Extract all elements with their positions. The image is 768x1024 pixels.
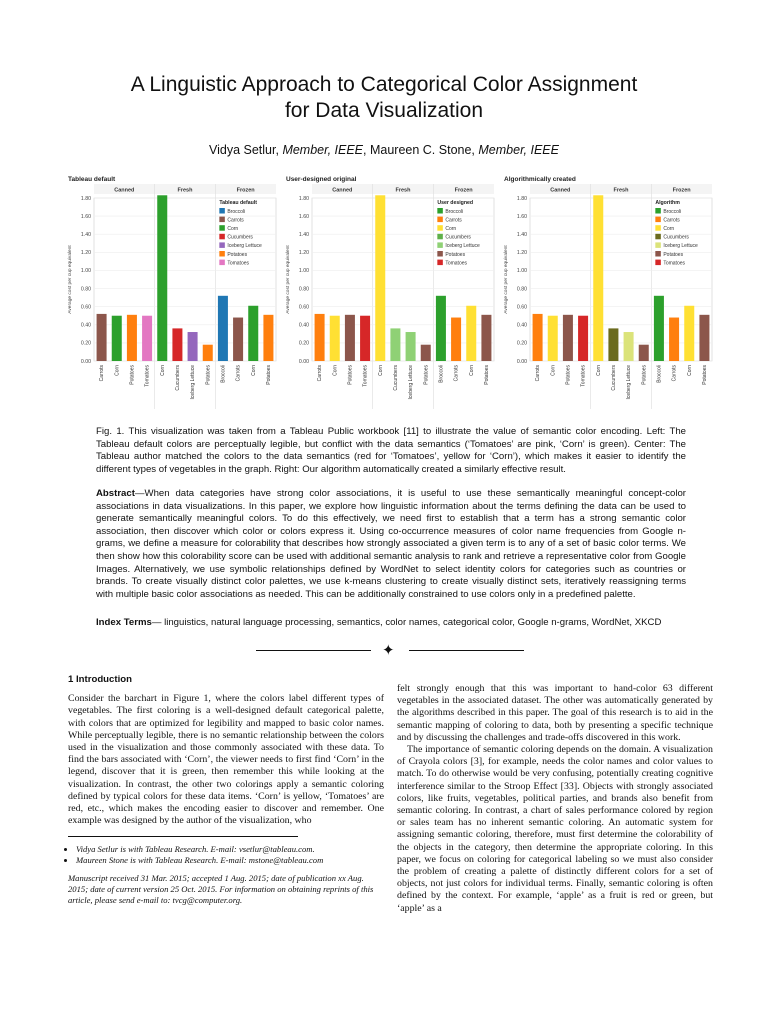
bar-corn [112, 316, 122, 361]
legend-swatch [655, 242, 661, 248]
x-tick-label: Potatoes [205, 365, 212, 385]
left-column [68, 674, 384, 906]
bar-carrots [233, 318, 243, 361]
legend-label: Broccoli [663, 208, 682, 215]
y-tick-label: 0.80 [80, 286, 91, 293]
bar-broccoli [436, 296, 446, 361]
section-heading: 1 Introduction [68, 674, 132, 685]
bar-tomatoes [142, 316, 152, 361]
x-tick-label: Potatoes [129, 365, 136, 385]
bar-iceberg-lettuce [188, 332, 198, 361]
legend-swatch [219, 225, 225, 231]
x-tick-label: Carrots [453, 365, 460, 382]
chart-panel-2 [285, 176, 494, 409]
x-tick-label: Broccoli [220, 365, 227, 383]
y-tick-label: 1.00 [516, 268, 527, 275]
footnotes [68, 844, 384, 906]
bar-potatoes [699, 315, 709, 361]
bar-potatoes [563, 315, 573, 361]
legend-swatch [219, 208, 225, 214]
figure-caption: Fig. 1. This visualization was taken from a Tableau Public workbook [11] to illustrate the value of semantic color encoding. Left: The Tableau default colors are perceptually legible, but conflict with the data semantics (‘Tomatoes’ are pink, ‘Corn’ is green). Center: The Tableau author matched the colors to the data semantics (red for ‘Tomatoes’, yellow for ‘Corn’), which makes it easier to identify the different types of vegetables in the graph. Right: Our algorithm automatically created a similarly effective result. [96, 426, 686, 475]
chart-panel-3 [503, 176, 712, 409]
y-tick-label: 1.20 [80, 250, 91, 257]
x-tick-label: Potatoes [702, 365, 709, 385]
y-tick-label: 0.60 [80, 304, 91, 311]
group-header: Fresh [395, 187, 411, 194]
footnote-rule [68, 836, 298, 837]
x-tick-label: Carrots [235, 365, 242, 382]
group-header: Frozen [672, 187, 691, 194]
author-1-role: Member, IEEE [282, 143, 364, 157]
right-column [397, 683, 713, 915]
legend-label: Corn [445, 226, 457, 232]
legend-swatch [655, 208, 661, 214]
index-terms-label: Index Terms [96, 617, 152, 628]
y-axis-label: Average cost per cup equivalent [68, 245, 73, 314]
x-tick-label: Corn [377, 365, 384, 376]
y-axis-label: Average cost per cup equivalent [286, 245, 291, 314]
x-tick-label: Tomatoes [580, 365, 587, 387]
bar-carrots [533, 314, 543, 361]
legend-swatch [437, 234, 443, 240]
x-tick-label: Corn [332, 365, 339, 376]
bar-cucumbers [608, 328, 618, 361]
y-tick-label: 1.80 [516, 195, 527, 202]
x-tick-label: Tomatoes [144, 365, 151, 387]
bar-carrots [97, 314, 107, 361]
legend-swatch [219, 260, 225, 266]
y-tick-label: 0.80 [516, 286, 527, 293]
bar-cucumbers [172, 328, 182, 361]
legend-title: Algorithm [655, 200, 680, 206]
x-tick-label: Carrots [535, 365, 542, 382]
group-header: Fresh [177, 187, 193, 194]
section-separator [256, 641, 524, 659]
legend-swatch [437, 242, 443, 248]
y-tick-label: 0.20 [516, 340, 527, 347]
legend-swatch [437, 208, 443, 214]
group-header: Canned [550, 187, 571, 194]
bar-cucumbers [390, 328, 400, 361]
x-tick-label: Tomatoes [362, 365, 369, 387]
author-line [0, 143, 768, 157]
group-header: Canned [332, 187, 353, 194]
legend-label: Carrots [227, 217, 244, 224]
legend-label: Tomatoes [663, 260, 686, 267]
right-paragraph-1: felt strongly enough that this was important to hand-color 63 different vegetables in the associated dataset. The other was automatically generated by the algorithms described in this paper. The goal of this research is to aid in the semantic mapping of coloring to data, both by presenting a specific technique and by discussing the challenges and trade-offs discovered in this work. [397, 683, 713, 743]
legend-swatch [655, 217, 661, 223]
legend-swatch [437, 217, 443, 223]
manuscript-note: Manuscript received 31 Mar. 2015; accepted 1 Aug. 2015; date of publication xx Aug. 2015; date of current version 25 Oct. 2015. For information on obtaining reprints of this article, please send e-mail to: tvcg@computer.org. [68, 873, 374, 906]
bar-corn [466, 306, 476, 361]
x-tick-label: Corn [250, 365, 257, 376]
bar-potatoes [639, 345, 649, 361]
x-tick-label: Corn [550, 365, 557, 376]
legend-swatch [219, 251, 225, 257]
legend-label: Carrots [445, 217, 462, 224]
y-tick-label: 0.60 [516, 304, 527, 311]
bar-iceberg-lettuce [624, 332, 634, 361]
legend-title: Tableau default [219, 200, 258, 206]
x-tick-label: Cucumbers [393, 365, 400, 391]
y-tick-label: 1.20 [516, 250, 527, 257]
legend-label: Iceberg Lettuce [227, 243, 262, 250]
figure-1-charts [64, 170, 714, 410]
legend-label: Potatoes [663, 251, 684, 258]
legend-label: Tomatoes [227, 260, 250, 267]
group-header: Canned [114, 187, 135, 194]
x-tick-label: Potatoes [347, 365, 354, 385]
x-tick-label: Corn [595, 365, 602, 376]
chart-title: User-designed original [286, 176, 357, 183]
y-tick-label: 1.60 [298, 213, 309, 220]
chart-title: Algorithmically created [504, 176, 576, 183]
legend-title: User designed [437, 200, 474, 206]
x-tick-label: Cucumbers [175, 365, 182, 391]
y-tick-label: 0.00 [298, 358, 309, 365]
legend-label: Potatoes [445, 251, 466, 258]
legend-label: Iceberg Lettuce [663, 243, 698, 250]
legend-label: Cucumbers [445, 234, 471, 241]
author-2-role: Member, IEEE [478, 143, 559, 157]
separator-line-right [409, 650, 524, 651]
bar-potatoes [421, 345, 431, 361]
legend-swatch [655, 251, 661, 257]
bar-corn [684, 306, 694, 361]
legend-label: Broccoli [445, 208, 464, 215]
author-1: Vidya Setlur, [209, 143, 279, 157]
x-tick-label: Corn [114, 365, 121, 376]
bar-carrots [669, 318, 679, 361]
x-tick-label: Corn [159, 365, 166, 376]
x-tick-label: Potatoes [484, 365, 491, 385]
bar-corn [548, 316, 558, 361]
legend-swatch [437, 225, 443, 231]
bar-iceberg-lettuce [406, 332, 416, 361]
footnote-2: • Maureen Stone is with Tableau Research. E-mail: mstone@tableau.com [76, 855, 384, 866]
y-tick-label: 0.40 [516, 322, 527, 329]
bar-potatoes [481, 315, 491, 361]
legend-label: Iceberg Lettuce [445, 243, 480, 250]
x-tick-label: Broccoli [438, 365, 445, 383]
x-tick-label: Corn [686, 365, 693, 376]
legend-swatch [437, 251, 443, 257]
footnote-1: • Vidya Setlur is with Tableau Research. E-mail: vsetlur@tableau.com. [76, 844, 384, 855]
x-tick-label: Iceberg Lettuce [190, 365, 197, 400]
group-header: Fresh [613, 187, 629, 194]
legend-label: Potatoes [227, 251, 248, 258]
y-tick-label: 1.00 [80, 268, 91, 275]
x-tick-label: Corn [468, 365, 475, 376]
author-2: , Maureen C. Stone, [363, 143, 475, 157]
bar-corn [593, 195, 603, 361]
bar-corn [248, 306, 258, 361]
legend-swatch [219, 242, 225, 248]
group-header: Frozen [236, 187, 255, 194]
bar-broccoli [654, 296, 664, 361]
bar-broccoli [218, 296, 228, 361]
y-tick-label: 0.20 [80, 340, 91, 347]
x-tick-label: Broccoli [656, 365, 663, 383]
separator-glyph: ✦ [382, 641, 395, 659]
legend-label: Corn [663, 226, 675, 232]
legend-swatch [219, 234, 225, 240]
bar-potatoes [345, 315, 355, 361]
intro-paragraph: Consider the barchart in Figure 1, where the colors label different types of vegetables. The first coloring is a well-designed default categorical palette, with colors that are optimized for legibility and mapped to basic color names. While perceptually legible, there is no semantic relationship between the colors used in the visualization and those commonly associated with these data. To find the bars associated with ‘Corn’, the viewer needs to first find ‘Corn’ in the legend, discover that it is green, then remember this while looking at the visualization. In contrast, the other two colorings apply a semantic coloring defined by typical colors for these data items. ‘Corn’ is yellow, ‘Tomatoes’ are red, etc., which makes the encoding easier to discover and remember. One example was designed by the author of the visualization, who [68, 693, 384, 827]
bar-carrots [315, 314, 325, 361]
title-line-2: for Data Visualization [284, 99, 484, 122]
bar-carrots [451, 318, 461, 361]
legend-label: Tomatoes [445, 260, 468, 267]
paper-title [0, 72, 768, 124]
chart-title: Tableau default [68, 176, 116, 183]
y-tick-label: 1.40 [80, 232, 91, 239]
bar-tomatoes [578, 316, 588, 361]
y-tick-label: 1.60 [516, 213, 527, 220]
legend-swatch [219, 217, 225, 223]
legend-label: Carrots [663, 217, 680, 224]
y-axis-label: Average cost per cup equivalent [504, 245, 509, 314]
chart-panel-1 [67, 176, 276, 409]
y-tick-label: 1.80 [298, 195, 309, 202]
abstract [96, 488, 686, 601]
x-tick-label: Carrots [317, 365, 324, 382]
bar-corn [157, 195, 167, 361]
legend-label: Corn [227, 226, 239, 232]
x-tick-label: Cucumbers [611, 365, 618, 391]
y-tick-label: 0.00 [80, 358, 91, 365]
y-tick-label: 1.00 [298, 268, 309, 275]
bar-potatoes [127, 315, 137, 361]
y-tick-label: 0.00 [516, 358, 527, 365]
abstract-label: Abstract [96, 488, 135, 499]
y-tick-label: 0.20 [298, 340, 309, 347]
y-tick-label: 0.40 [80, 322, 91, 329]
x-tick-label: Potatoes [266, 365, 273, 385]
legend-swatch [437, 260, 443, 266]
y-tick-label: 0.80 [298, 286, 309, 293]
legend-swatch [655, 260, 661, 266]
group-header: Frozen [454, 187, 473, 194]
y-tick-label: 1.40 [516, 232, 527, 239]
legend-label: Broccoli [227, 208, 246, 215]
x-tick-label: Iceberg Lettuce [408, 365, 415, 400]
x-tick-label: Potatoes [423, 365, 430, 385]
x-tick-label: Carrots [99, 365, 106, 382]
y-tick-label: 1.80 [80, 195, 91, 202]
x-tick-label: Carrots [671, 365, 678, 382]
title-line-1: A Linguistic Approach to Categorical Color Assignment [130, 73, 638, 96]
bar-corn [330, 316, 340, 361]
legend-label: Cucumbers [227, 234, 253, 241]
y-tick-label: 1.40 [298, 232, 309, 239]
y-tick-label: 1.20 [298, 250, 309, 257]
index-terms-text: — linguistics, natural language processing, semantics, color names, categorical color, Google n-grams, WordNet, XKCD [151, 617, 662, 628]
abstract-text: —When data categories have strong color associations, it is useful to use these semantically meaningful concept-color associations in data visualizations. In this paper, we explore how linguistic information about the terms defining the data can be used to generate semantically meaningful colors. To do this effectively, we need first to establish that a term has a strong semantic color association, then discover which color or colors express it. Using co-occurrence measures of color name frequencies from Google n-grams, we define a measure for colorability that describes how strongly associated a given term is to any of a set of basic color terms. We then show how this colorability score can be used with additional semantic analysis to rank and retrieve a representative color from Google Images. Alternatively, we use symbolic relationships defined by WordNet to select identity colors for categories such as countries or brands. To create visually distinct color palettes, we use k-means clustering to create visually distinct sets, iteratively reassigning terms with multiple basic color associations as needed. This can be additionally constrained to use colors only in a predefined palette. [96, 488, 686, 600]
bar-potatoes [263, 315, 273, 361]
y-tick-label: 0.40 [298, 322, 309, 329]
separator-line-left [256, 650, 371, 651]
legend-swatch [655, 225, 661, 231]
bar-corn [375, 195, 385, 361]
x-tick-label: Potatoes [565, 365, 572, 385]
right-paragraph-2: The importance of semantic coloring depends on the domain. A visualization of Crayola colors [3], for example, needs the color names and color values to match. To do otherwise would be very confusing, potentially creating cognitive interference similar to the Stroop Effect [33]. Objects with strongly associated colors, like fruits, vegetables, political parties, and brands also benefit from semantic coloring. In contrast, a chart of sales performance colored by region or sales team has no inherent semantic coloring. An automatic system for assigning semantic coloring, therefore, must first determine the colorability of the objects in the category, then determine the appropriate coloring. In this paper, we focus on coloring for categorical labeling so we must also consider the problem of creating a palette of distinctly different colors for a set of objects, not just colors for individual terms. Finally, semantic coloring is often defined by the context. For example, ‘apple’ as a fruit is red or green, but ‘apple’ as a [397, 744, 713, 914]
x-tick-label: Iceberg Lettuce [626, 365, 633, 400]
y-tick-label: 1.60 [80, 213, 91, 220]
y-tick-label: 0.60 [298, 304, 309, 311]
bar-tomatoes [360, 316, 370, 361]
x-tick-label: Potatoes [641, 365, 648, 385]
bar-potatoes [203, 345, 213, 361]
index-terms [96, 617, 686, 630]
legend-label: Cucumbers [663, 234, 689, 241]
legend-swatch [655, 234, 661, 240]
